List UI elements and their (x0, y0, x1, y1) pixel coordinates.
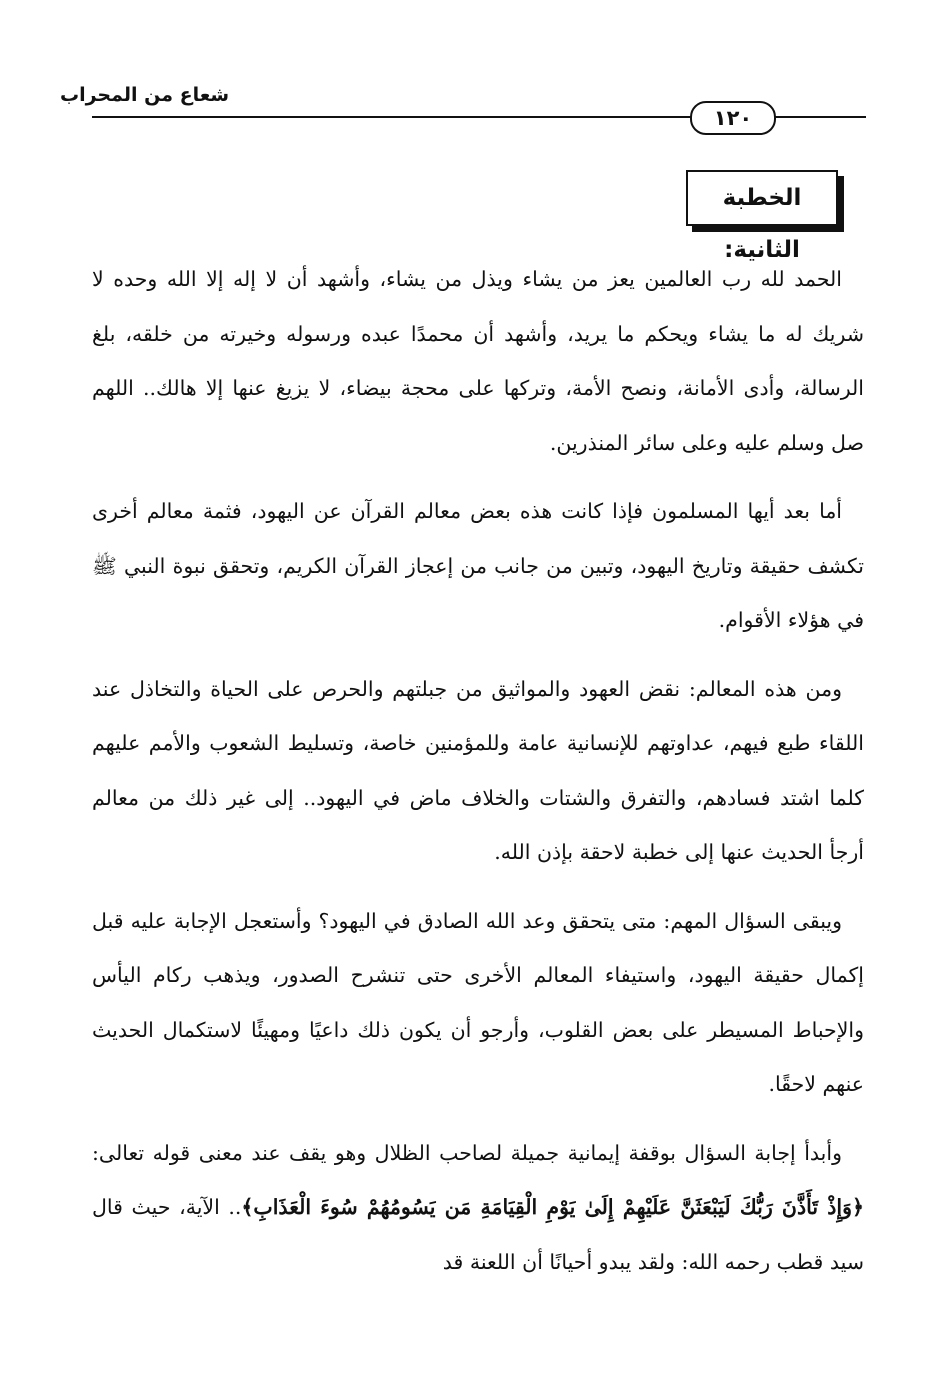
paragraph-5-outro: .. الآية، حيث قال سيد قطب رحمه الله: ولقد يبدو أحيانًا أن اللعنة قد (92, 1195, 864, 1274)
paragraph-3: ومن هذه المعالم: نقض العهود والمواثيق من جبلتهم والحرص على الحياة والتخاذل عند اللقاء طبع فيهم، عداوتهم للإنسانية عامة وللمؤمنين خاصة، وتسليط الشعوب والأمم عليهم كلما اشتد فسادهم، والتفرق والشتات والخلاف ماض في اليهود.. إلى غير ذلك من معالم أرجأ الحديث عنها إلى خطبة لاحقة بإذن الله. (92, 676, 864, 864)
quran-verse: ﴿وَإِذْ تَأَذَّنَ رَبُّكَ لَيَبْعَثَنَّ عَلَيْهِمْ إِلَىٰ يَوْمِ الْقِيَامَةِ مَن يَسُومُهُمْ سُوءَ الْعَذَابِ﴾ (241, 1195, 864, 1219)
section-heading-box (686, 170, 838, 263)
paragraph-1: الحمد لله رب العالمين يعز من يشاء ويذل من يشاء، وأشهد أن لا إله إلا الله وحده لا شريك له ما يشاء ويحكم ما يريد، وأشهد أن محمدًا عبده ورسوله وخيرته من خلقه، بلغ الرسالة، وأدى الأمانة، ونصح الأمة، وتركها على محجة بيضاء، لا يزيغ عنها إلا هالك.. اللهم صل وسلم عليه وعلى سائر المنذرين. (92, 267, 864, 455)
paragraph-2: أما بعد أيها المسلمون فإذا كانت هذه بعض معالم القرآن عن اليهود، فثمة معالم أخرى تكشف حقيقة وتاريخ اليهود، وتبين من جانب من إعجاز القرآن الكريم، وتحقق نبوة النبي ﷺ في هؤلاء الأقوام. (92, 499, 864, 632)
running-header-title: شعاع من المحراب (60, 84, 230, 106)
paragraph-5 (92, 1126, 864, 1290)
body-text (92, 252, 864, 1295)
paragraph-4: ويبقى السؤال المهم: متى يتحقق وعد الله الصادق في اليهود؟ وأستعجل الإجابة عليه قبل إكمال حقيقة اليهود، واستيفاء المعالم الأخرى حتى تنشرح الصدور، ويذهب ركام اليأس والإحباط المسيطر على بعض القلوب، وأرجو أن يكون ذلك داعيًا ومهيئًا لاستكمال الحديث عنهم لاحقًا. (92, 908, 864, 1096)
section-heading: الخطبة الثانية: (722, 185, 802, 263)
page-number: ١٢٠ (690, 101, 776, 135)
paragraph-5-intro: وأبدأ إجابة السؤال بوقفة إيمانية جميلة لصاحب الظلال وهو يقف عند معنى قوله تعالى: (92, 1140, 842, 1165)
